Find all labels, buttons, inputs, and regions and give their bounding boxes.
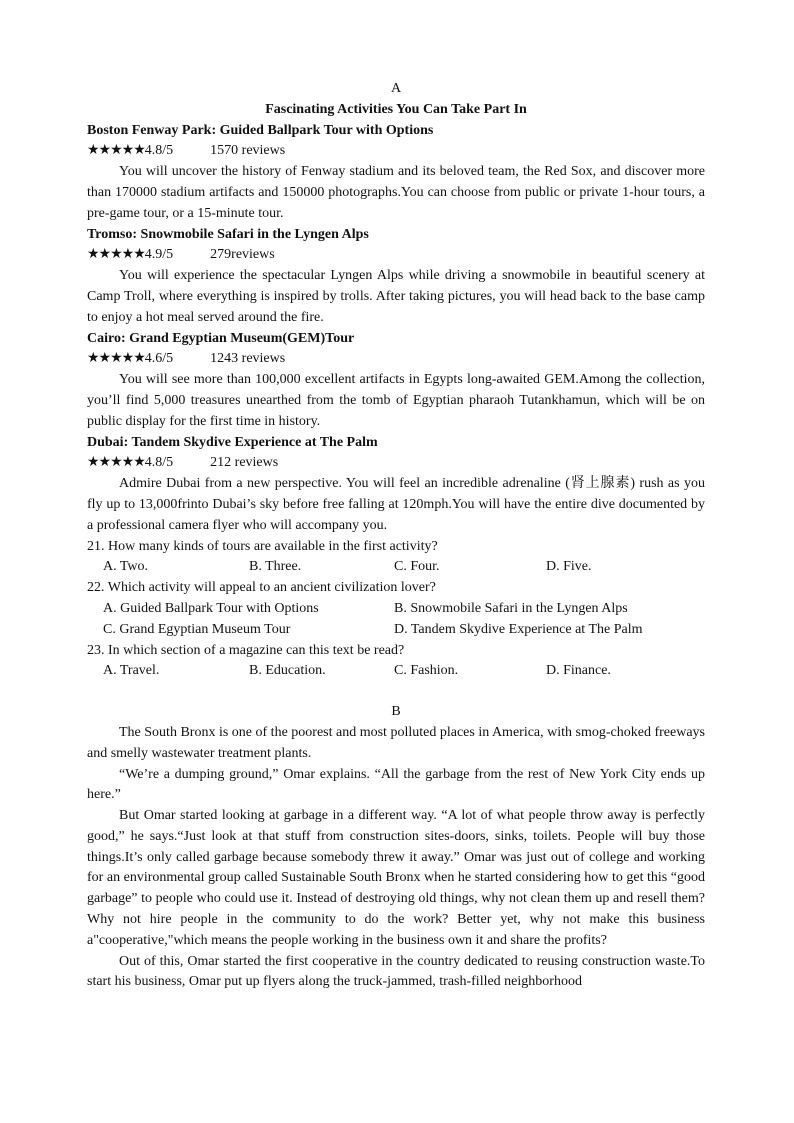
- activity-rating: [87, 349, 705, 370]
- review-count: 212 reviews: [210, 455, 279, 471]
- answer-option: C. Four.: [394, 559, 440, 575]
- answer-option: C. Fashion.: [394, 663, 459, 679]
- passage-paragraph: But Omar started looking at garbage in a different way. “A lot of what people throw away is perfectly good,” he says.“Just look at that stuff from construction sites-doors, sinks, toilets. People will buy those things.It’s only called garbage because somebody threw it away.” Omar was just out of college and working for an environmental group called Sustainable South Bronx when he started considering how to get this “good garbage” to people who could use it. Instead of destroying old things, why not clean them up and resell them? Why not hire people in the community to do the work? Better yet, why not make this business a"cooperative,"which means the people working in the business own it and share the profits?: [87, 808, 705, 948]
- answer-option: C. Grand Egyptian Museum Tour: [103, 621, 291, 637]
- answer-option: B. Snowmobile Safari in the Lyngen Alps: [394, 600, 628, 616]
- review-count: 279reviews: [210, 247, 275, 263]
- activity-description: You will uncover the history of Fenway stadium and its beloved team, the Red Sox, and discover more than 170000 stadium artifacts and 150000 photographs.You can choose from public or private 1-hour tours, a pre-game tour, or a 15-minute tour.: [87, 164, 705, 221]
- activity-item: [87, 433, 705, 537]
- activity-rating: [87, 453, 705, 474]
- section-b-letter: B: [391, 704, 401, 720]
- activity-rating: [87, 245, 705, 266]
- activity-description: You will experience the spectacular Lyngen Alps while driving a snowmobile in beautiful scenery at Camp Troll, where everything is inspired by trolls. After taking pictures, you will head back to the base camp to enjoy a hot meal served around the fire.: [87, 268, 705, 325]
- question-stem: 22. Which activity will appeal to an ancient civilization lover?: [87, 580, 436, 596]
- review-count: 1570 reviews: [210, 143, 286, 159]
- activity-rating: [87, 141, 705, 162]
- question-item: [87, 578, 705, 640]
- activity-item: [87, 121, 705, 225]
- activity-description: You will see more than 100,000 excellent artifacts in Egypts long-awaited GEM.Among the collection, you’ll find 5,000 treasures unearthed from the tomb of Egyptian pharaoh Tutankhamun, which will be on public display for the first time in history.: [87, 372, 705, 429]
- section-a-title: Fascinating Activities You Can Take Part In: [265, 101, 527, 117]
- review-count: 1243 reviews: [210, 351, 286, 367]
- activity-item: [87, 225, 705, 329]
- answer-option: B. Education.: [249, 663, 326, 679]
- activity-heading: Cairo: Grand Egyptian Museum(GEM)Tour: [87, 330, 355, 346]
- question-item: [87, 641, 705, 683]
- rating-score: 4.8/5: [144, 143, 174, 159]
- answer-option: A. Two.: [103, 559, 149, 575]
- rating-score: 4.8/5: [144, 455, 174, 471]
- activity-item: [87, 329, 705, 433]
- passage-paragraph: The South Bronx is one of the poorest and most polluted places in America, with smog-choked freeways and smelly wastewater treatment plants.: [87, 724, 705, 761]
- activity-heading: Boston Fenway Park: Guided Ballpark Tour with Options: [87, 122, 434, 138]
- activity-description: Admire Dubai from a new perspective. You will feel an incredible adrenaline (肾上腺素) rush as you fly up to 13,000frinto Dubai’s sky before free falling at 120mph.You will have the entire dive documented by a professional camera flyer who will accompany you.: [87, 476, 705, 533]
- question-item: [87, 537, 705, 579]
- section-a-letter: A: [390, 81, 402, 96]
- document-page: [87, 79, 705, 993]
- answer-option: A. Guided Ballpark Tour with Options: [103, 600, 319, 616]
- question-stem: 21. How many kinds of tours are available in the first activity?: [87, 538, 438, 554]
- star-rating-icon: ★★★★★: [87, 351, 145, 367]
- question-options: [87, 661, 705, 682]
- rating-score: 4.6/5: [144, 351, 174, 367]
- star-rating-icon: ★★★★★: [87, 455, 145, 471]
- passage-paragraph: Out of this, Omar started the first cooperative in the country dedicated to reusing construction waste.To start his business, Omar put up flyers along the truck-jammed, trash-filled neighborhood: [87, 953, 705, 990]
- activity-heading: Tromsο: Snowmobile Safari in the Lyngen Alps: [87, 226, 369, 242]
- rating-score: 4.9/5: [144, 247, 174, 263]
- answer-option: D. Finance.: [546, 663, 611, 679]
- answer-option: A. Travel.: [103, 663, 160, 679]
- answer-option: D. Tandem Skydive Experience at The Palm: [394, 621, 643, 637]
- question-options: [87, 599, 705, 620]
- question-stem: 23. In which section of a magazine can this text be read?: [87, 642, 405, 658]
- activity-heading: Dubai: Tandem Skydive Experience at The Palm: [87, 434, 378, 450]
- answer-option: D. Five.: [546, 559, 592, 575]
- passage-paragraph: “We’re a dumping ground,” Omar explains. “All the garbage from the rest of New York City ends up here.”: [87, 766, 705, 803]
- answer-option: B. Three.: [249, 559, 302, 575]
- star-rating-icon: ★★★★★: [87, 247, 145, 263]
- question-options: [87, 620, 705, 641]
- star-rating-icon: ★★★★★: [87, 143, 145, 159]
- section-spacer: [87, 682, 705, 702]
- question-options: [87, 557, 705, 578]
